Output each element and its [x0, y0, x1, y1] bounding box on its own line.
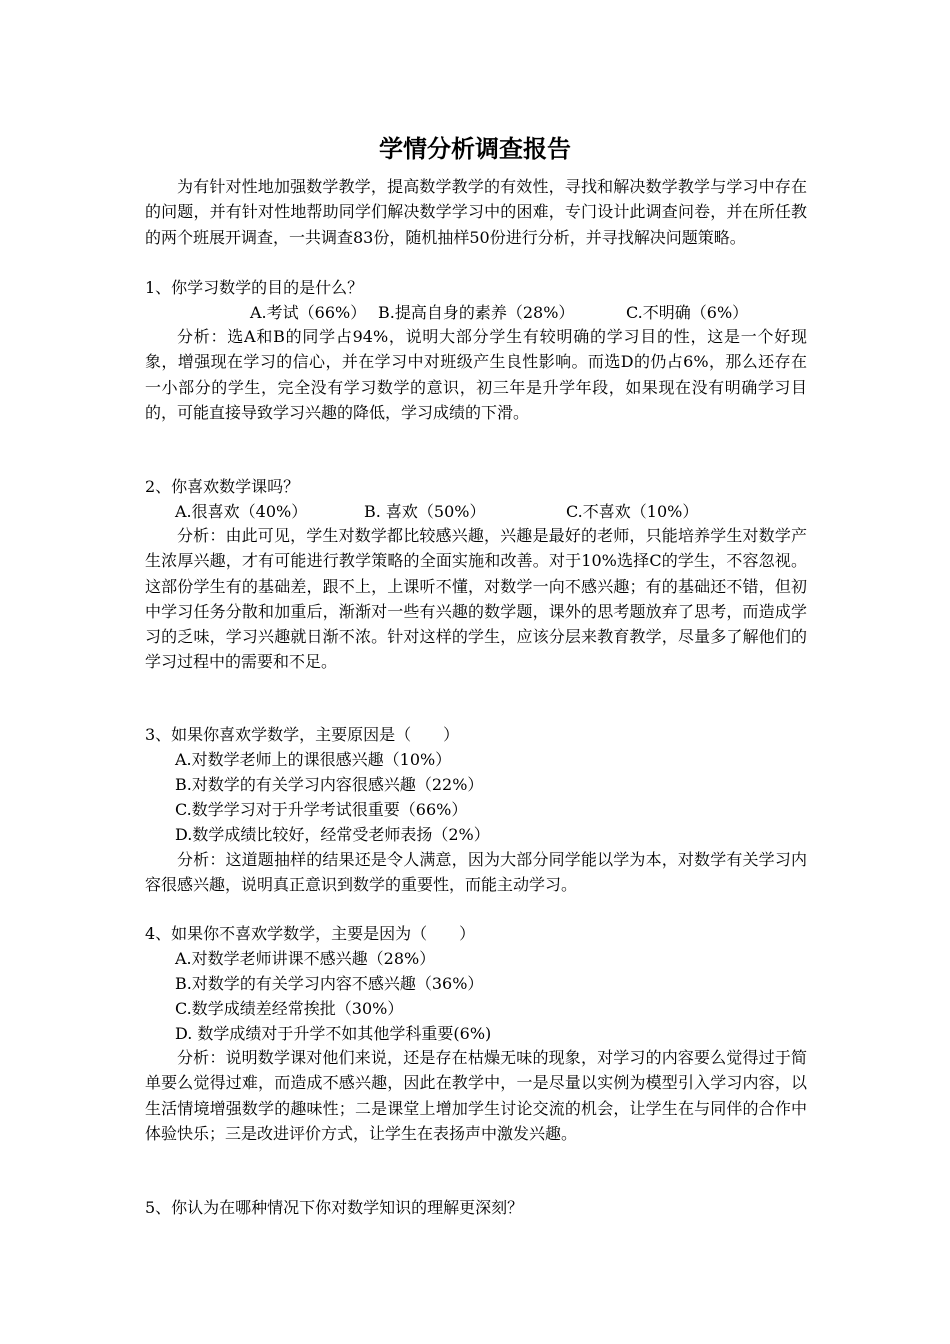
q4-option-a: A.对数学老师讲课不感兴趣（28%）	[175, 949, 436, 968]
q3-option-a: A.对数学老师上的课很感兴趣（10%）	[175, 750, 452, 769]
q3-option-c: C.数学学习对于升学考试很重要（66%）	[175, 800, 468, 819]
q4-analysis: 分析：说明数学课对他们来说，还是存在枯燥无味的现象，对学习的内容要么觉得过于简单要么觉得过难，而造成不感兴趣，因此在教学中，一是尽量以实例为模型引入学习内容，以生活情境增强数学的趣味性；二是课堂上增加学生讨论交流的机会，让学生在与同伴的合作中体验快乐；三是改进评价方式，让学生在表扬声中激发兴趣。	[145, 1048, 807, 1143]
intro-paragraph: 为有针对性地加强数学教学，提高数学教学的有效性，寻找和解决数学教学与学习中存在的问题，并有针对性地帮助同学们解决数学学习中的困难，专门设计此调查问卷，并在所任教的两个班展开调查，一共调查83份，随机抽样50份进行分析，并寻找解决问题策略。	[145, 177, 807, 247]
q3-analysis: 分析：这道题抽样的结果还是令人满意，因为大部分同学能以学为本，对数学有关学习内容很感兴趣，说明真正意识到数学的重要性，而能主动学习。	[145, 850, 807, 895]
q3-question: 3、如果你喜欢学数学，主要原因是（ ）	[145, 725, 460, 744]
q4-option-c: C.数学成绩差经常挨批（30%）	[175, 999, 404, 1018]
q1-option-c: C.不明确（6%）	[626, 303, 749, 322]
q2-option-b: B. 喜欢（50%）	[364, 502, 486, 521]
document-title: 学情分析调查报告	[379, 135, 571, 163]
q1-option-b: B.提高自身的素养（28%）	[378, 303, 575, 322]
q2-options	[175, 499, 698, 524]
q2-option-c: C.不喜欢（10%）	[566, 502, 699, 521]
q3-option-b: B.对数学的有关学习内容很感兴趣（22%）	[175, 775, 484, 794]
q1-option-a: A.考试（66%）	[250, 303, 367, 322]
q4-option-b: B.对数学的有关学习内容不感兴趣（36%）	[175, 974, 484, 993]
q1-question: 1、你学习数学的目的是什么？	[145, 278, 364, 297]
q1-options	[250, 300, 748, 325]
q1-analysis: 分析：选A和B的同学占94%，说明大部分学生有较明确的学习目的性，这是一个好现象，增强现在学习的信心，并在学习中对班级产生良性影响。而选D的仍占6%，那么还存在一小部分的学生，完全没有学习数学的意识，初三年是升学年段，如果现在没有明确学习目的，可能直接导致学习兴趣的降低，学习成绩的下滑。	[145, 327, 807, 422]
q5-question: 5、你认为在哪种情况下你对数学知识的理解更深刻？	[145, 1198, 524, 1217]
q2-analysis: 分析：由此可见，学生对数学都比较感兴趣，兴趣是最好的老师，只能培养学生对数学产生浓厚兴趣，才有可能进行教学策略的全面实施和改善。对于10%选择C的学生，不容忽视。这部份学生有的基础差，跟不上，上课听不懂，对数学一向不感兴趣；有的基础还不错，但初中学习任务分散和加重后，渐渐对一些有兴趣的数学题，课外的思考题放弃了思考，而造成学习的乏味，学习兴趣就日渐不浓。针对这样的学生，应该分层来教育教学，尽量多了解他们的学习过程中的需要和不足。	[145, 526, 807, 672]
q4-question: 4、如果你不喜欢学数学，主要是因为（ ）	[145, 924, 476, 943]
q2-question: 2、你喜欢数学课吗？	[145, 477, 300, 496]
q3-option-d: D.数学成绩比较好，经常受老师表扬（2%）	[175, 825, 490, 844]
q2-option-a: A.很喜欢（40%）	[175, 502, 308, 521]
q4-option-d: D. 数学成绩对于升学不如其他学科重要(6%)	[175, 1024, 492, 1043]
